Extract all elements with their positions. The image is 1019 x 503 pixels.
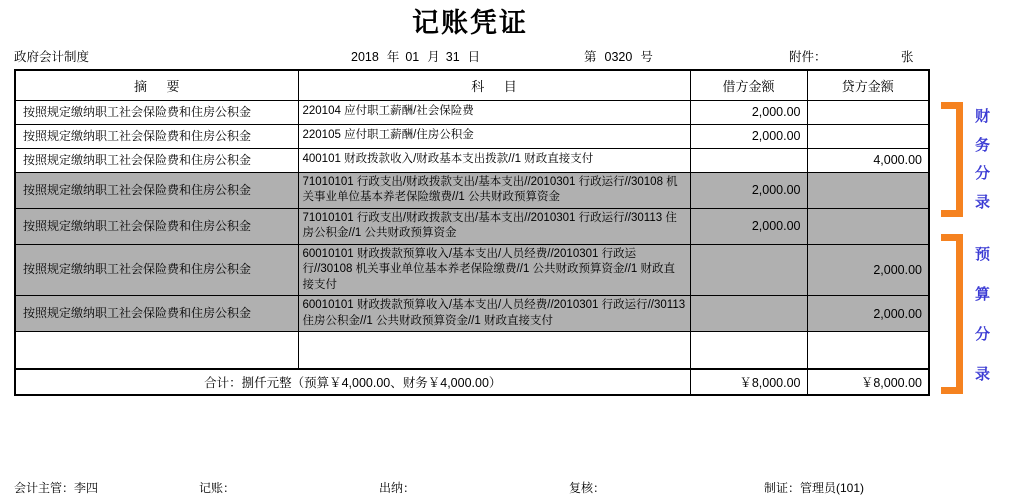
table-header-row xyxy=(15,70,929,100)
bracket-icon-financial xyxy=(941,102,963,217)
annotation-char: 预 xyxy=(975,245,991,263)
cell-debit xyxy=(690,148,807,172)
voucher-number-value: 0320 xyxy=(604,50,633,64)
voucher-day-label: 日 xyxy=(467,50,481,64)
column-header-subject: 科 目 xyxy=(298,70,690,100)
voucher-number-suffix: 号 xyxy=(640,50,653,64)
total-debit-amount: ￥8,000.00 xyxy=(690,369,807,395)
blank-debit-cell xyxy=(690,332,807,369)
page-title: 记账凭证 xyxy=(412,8,528,38)
cell-debit: 2,000.00 xyxy=(690,172,807,208)
annotation-char: 录 xyxy=(975,194,991,212)
signature-row xyxy=(14,478,928,498)
blank-credit-cell xyxy=(807,332,929,369)
column-header-credit: 贷方金额 xyxy=(807,70,929,100)
annotation-char: 务 xyxy=(975,136,991,154)
column-header-abstract: 摘 要 xyxy=(15,70,298,100)
cell-subject: 71010101 行政支出/财政拨款支出/基本支出//2010301 行政运行//30108 机关事业单位基本养老保险缴费//1 公共财政预算资金 xyxy=(298,172,690,208)
table-row xyxy=(15,148,929,172)
voucher-number-prefix: 第 xyxy=(584,50,597,64)
voucher-day-value: 31 xyxy=(445,50,460,64)
cell-subject: 220104 应付职工薪酬/社会保险费 xyxy=(298,100,690,124)
cell-subject: 60010101 财政拨款预算收入/基本支出/人员经费//2010301 行政运行//30108 机关事业单位基本养老保险缴费//1 公共财政预算资金//1 财政直接支付 xyxy=(298,244,690,296)
accounting-manager-field: 会计主管：李四 xyxy=(14,481,99,495)
voucher-year-value: 2018 xyxy=(351,50,379,64)
attachment-label: 附件： xyxy=(789,50,827,64)
attachment-info xyxy=(789,47,914,67)
annotation-budget-label xyxy=(975,234,990,394)
bracket-icon-budget xyxy=(941,234,963,394)
annotation-budget-entries xyxy=(941,234,990,394)
voucher-meta-row xyxy=(14,47,928,67)
cashier-field: 出纳： xyxy=(379,481,416,495)
cell-abstract: 按照规定缴纳职工社会保险费和住房公积金 xyxy=(15,124,298,148)
voucher-month-value: 01 xyxy=(405,50,420,64)
cell-credit: 2,000.00 xyxy=(807,296,929,332)
cell-credit xyxy=(807,124,929,148)
cell-abstract: 按照规定缴纳职工社会保险费和住房公积金 xyxy=(15,244,298,296)
cell-abstract: 按照规定缴纳职工社会保险费和住房公积金 xyxy=(15,148,298,172)
table-row xyxy=(15,100,929,124)
cell-abstract: 按照规定缴纳职工社会保险费和住房公积金 xyxy=(15,296,298,332)
annotation-financial-entries xyxy=(941,102,990,217)
cell-debit xyxy=(690,244,807,296)
table-row xyxy=(15,208,929,244)
cell-credit: 2,000.00 xyxy=(807,244,929,296)
table-row xyxy=(15,244,929,296)
accounting-system-label: 政府会计制度 xyxy=(14,50,90,64)
cell-debit: 2,000.00 xyxy=(690,100,807,124)
attachment-unit: 张 xyxy=(901,50,914,64)
annotation-char: 财 xyxy=(975,107,991,125)
cell-abstract: 按照规定缴纳职工社会保险费和住房公积金 xyxy=(15,100,298,124)
annotation-char: 录 xyxy=(975,365,991,383)
cell-subject: 400101 财政拨款收入/财政基本支出拨款//1 财政直接支付 xyxy=(298,148,690,172)
cell-credit: 4,000.00 xyxy=(807,148,929,172)
cell-subject: 60010101 财政拨款预算收入/基本支出/人员经费//2010301 行政运行//30113 住房公积金//1 公共财政预算资金//1 财政直接支付 xyxy=(298,296,690,332)
voucher-month-label: 月 xyxy=(427,50,440,64)
cell-subject: 71010101 行政支出/财政拨款支出/基本支出//2010301 行政运行//30113 住房公积金//1 公共财政预算资金 xyxy=(298,208,690,244)
cell-debit: 2,000.00 xyxy=(690,124,807,148)
annotation-char: 算 xyxy=(975,285,991,303)
table-row xyxy=(15,124,929,148)
total-summary-text: 合计：捌仟元整（预算￥4,000.00、财务￥4,000.00） xyxy=(15,369,690,395)
blank-abstract-cell xyxy=(15,332,298,369)
cell-credit xyxy=(807,172,929,208)
column-header-debit: 借方金额 xyxy=(690,70,807,100)
bookkeeper-field: 记账： xyxy=(199,481,236,495)
blank-subject-cell xyxy=(298,332,690,369)
table-row xyxy=(15,172,929,208)
voucher-year-label: 年 xyxy=(386,50,400,64)
cell-debit xyxy=(690,296,807,332)
annotation-char: 分 xyxy=(975,165,991,183)
cell-debit: 2,000.00 xyxy=(690,208,807,244)
voucher-date xyxy=(351,47,486,67)
cell-abstract: 按照规定缴纳职工社会保险费和住房公积金 xyxy=(15,172,298,208)
table-row xyxy=(15,296,929,332)
cell-credit xyxy=(807,208,929,244)
annotation-char: 分 xyxy=(975,325,991,343)
reviewer-field: 复核： xyxy=(569,481,606,495)
voucher-maker-field: 制证：管理员(101) xyxy=(764,481,865,495)
cell-subject: 220105 应付职工薪酬/住房公积金 xyxy=(298,124,690,148)
annotation-financial-label xyxy=(975,102,990,217)
cell-abstract: 按照规定缴纳职工社会保险费和住房公积金 xyxy=(15,208,298,244)
voucher-number xyxy=(584,47,653,67)
total-row xyxy=(15,369,929,395)
blank-row xyxy=(15,332,929,369)
cell-credit xyxy=(807,100,929,124)
total-credit-amount: ￥8,000.00 xyxy=(807,369,929,395)
voucher-table xyxy=(14,69,930,396)
